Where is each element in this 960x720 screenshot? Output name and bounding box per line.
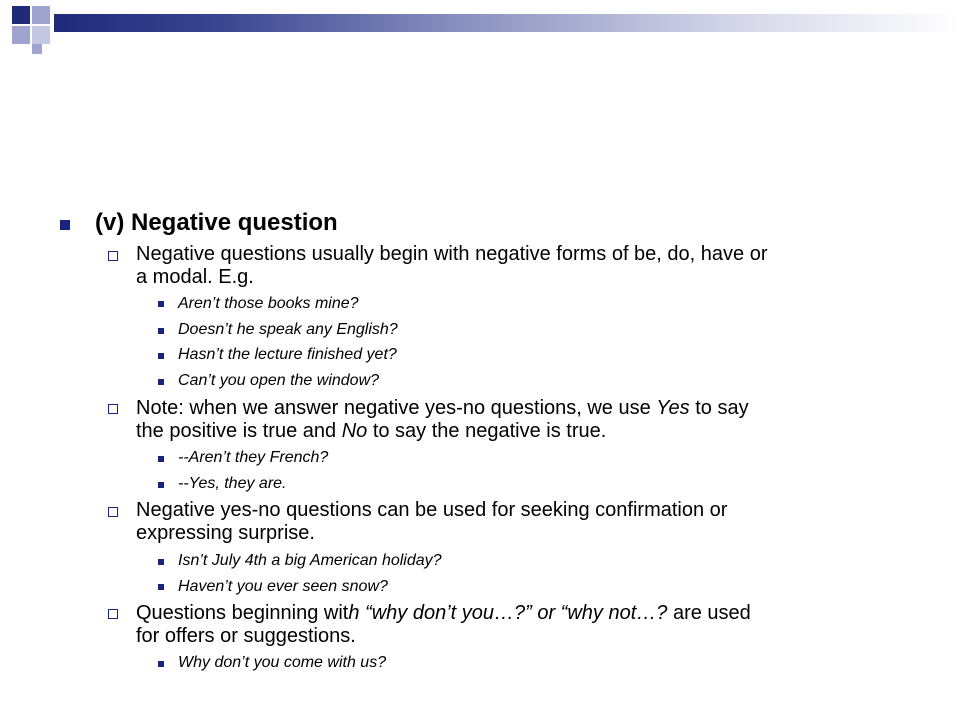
point-line: a modal. E.g.	[136, 266, 254, 288]
point-line-part: the positive is true and	[136, 420, 342, 442]
point-text	[136, 602, 916, 648]
point-line: expressing surprise.	[136, 522, 315, 544]
bullet-small-square-icon	[158, 301, 164, 307]
point-line-part: Note: when we answer negative yes-no questions, we use	[136, 397, 657, 419]
point-line-italic: Yes	[656, 397, 690, 419]
bullet-small-square-icon	[158, 661, 164, 667]
point-line-part: to say	[689, 397, 749, 419]
example-text: Can’t you open the window?	[178, 372, 380, 389]
bullet-hollow-square-icon	[108, 609, 118, 619]
example-text: --Yes, they are.	[178, 475, 287, 492]
example-text: Haven’t you ever seen snow?	[178, 578, 388, 595]
bullet-small-square-icon	[158, 328, 164, 334]
example-text: --Aren’t they French?	[178, 449, 329, 466]
bullet-hollow-square-icon	[108, 404, 118, 414]
example-text: Why don’t you come with us?	[178, 654, 387, 671]
point-line-italic: No	[341, 420, 368, 442]
bullet-hollow-square-icon	[108, 507, 118, 517]
bullet-small-square-icon	[158, 482, 164, 488]
bullet-small-square-icon	[158, 456, 164, 462]
slide-heading: (v) Negative question	[95, 209, 338, 236]
example-text: Isn’t July 4th a big American holiday?	[178, 552, 442, 569]
point-line-part: Questions beginning wit	[136, 602, 349, 624]
point-text	[136, 243, 916, 289]
bullet-small-square-icon	[158, 584, 164, 590]
bullet-small-square-icon	[158, 559, 164, 565]
point-line-part: for offers or suggestions.	[136, 625, 356, 647]
point-line-italic: h “why don’t you…?” or “why not…?	[348, 602, 668, 624]
bullet-hollow-square-icon	[108, 251, 118, 261]
point-line-part: are used	[667, 602, 751, 624]
bullet-small-square-icon	[158, 353, 164, 359]
point-line: Negative yes-no questions can be used for seeking confirmation or	[136, 499, 728, 521]
point-text	[136, 499, 916, 545]
bullet-square-icon	[60, 220, 70, 230]
example-text: Hasn’t the lecture finished yet?	[178, 346, 397, 363]
example-text: Doesn’t he speak any English?	[178, 321, 398, 338]
example-text: Aren’t those books mine?	[178, 295, 359, 312]
point-line: Negative questions usually begin with negative forms of be, do, have or	[136, 243, 768, 265]
bullet-small-square-icon	[158, 379, 164, 385]
point-text	[136, 397, 916, 443]
point-line-part: to say the negative is true.	[367, 420, 607, 442]
